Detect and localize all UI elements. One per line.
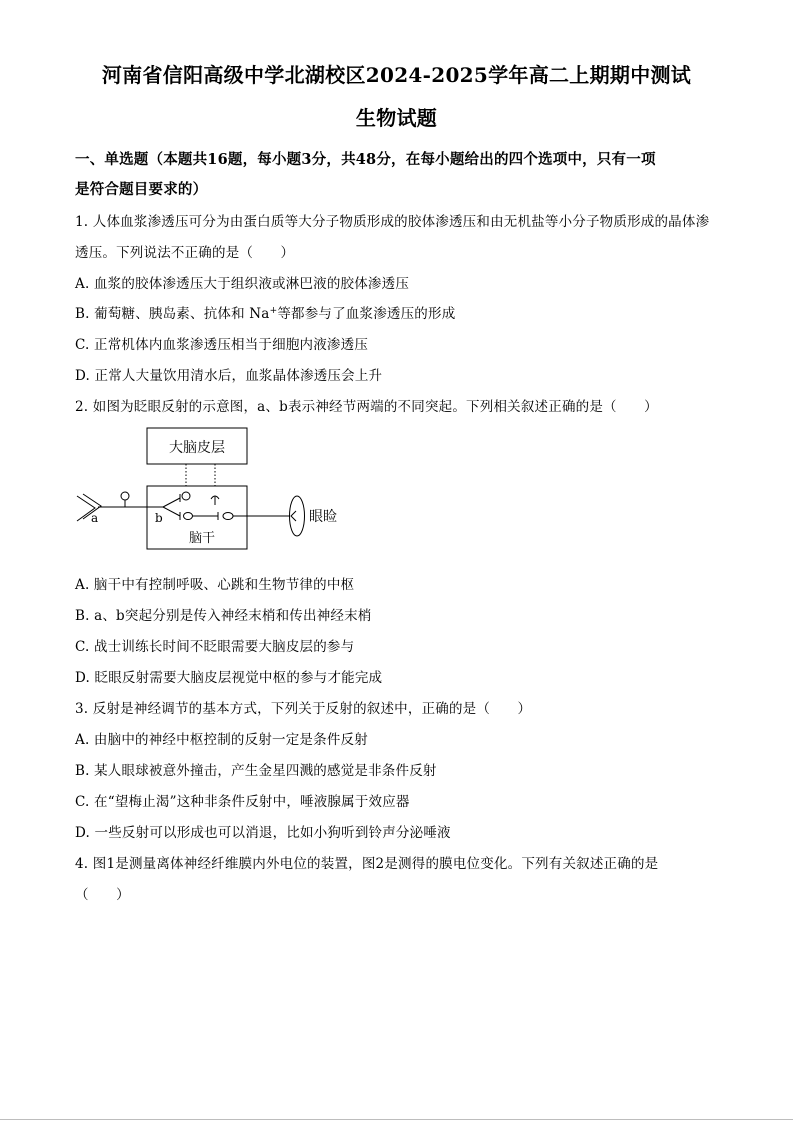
q2-option-a: A. 脑干中有控制呼吸、心跳和生物节律的中枢	[75, 577, 355, 593]
brainstem-label: 脑干	[188, 531, 216, 546]
branch-down	[163, 507, 180, 516]
q3-option-a: A. 由脑中的神经中枢控制的反射一定是条件反射	[75, 732, 368, 748]
brainstem-box	[147, 486, 247, 549]
q2-option-d: D. 眨眼反射需要大脑皮层视觉中枢的参与才能完成	[75, 670, 383, 686]
q4-stem-line1: 4. 图1是测量离体神经纤维膜内外电位的装置，图2是测得的膜电位变化。下列有关叙述正确的是	[75, 856, 659, 872]
q4-stem-line2: （ ）	[75, 887, 130, 903]
q2-option-c: C. 战士训练长时间不眨眼需要大脑皮层的参与	[75, 639, 355, 655]
exam-title-line1: 河南省信阳高级中学北湖校区2024-2025学年高二上期期中测试	[101, 63, 692, 87]
eyelid-label: 眼睑	[309, 509, 337, 525]
interneuron-body	[184, 513, 193, 520]
q3-option-b: B. 某人眼球被意外撞击，产生金星四溅的感觉是非条件反射	[75, 763, 437, 779]
q1-stem-line2: 透压。下列说法不正确的是（ ）	[75, 245, 295, 261]
interneuron-cortex-body	[182, 492, 190, 500]
q1-option-b-pre: B. 葡萄糖、胰岛素、抗体和 Na	[75, 306, 270, 322]
motor-neuron-body	[223, 513, 233, 520]
label-a: a	[91, 511, 99, 525]
q2-stem: 2. 如图为眨眼反射的示意图，a、b表示神经节两端的不同突起。下列相关叙述正确的是（ ）	[75, 399, 658, 415]
q1-option-c: C. 正常机体内血浆渗透压相当于细胞内液渗透压	[75, 337, 369, 353]
q1-stem-line1: 1. 人体血浆渗透压可分为由蛋白质等大分子物质形成的胶体渗透压和由无机盐等小分子物质形成的晶体渗	[75, 214, 710, 230]
q1-option-b-sup: +	[269, 306, 278, 316]
q3-option-c: C. 在“望梅止渴”这种非条件反射中，唾液腺属于效应器	[75, 794, 410, 810]
receptor-ending-upper	[77, 496, 95, 521]
q1-option-a: A. 血浆的胶体渗透压大于组织液或淋巴液的胶体渗透压	[75, 276, 410, 292]
section-header-line2: 是符合题目要求的）	[75, 181, 208, 198]
cortex-synapse-cap	[211, 496, 219, 499]
q3-stem: 3. 反射是神经调节的基本方式，下列关于反射的叙述中，正确的是（ ）	[75, 701, 532, 717]
q2-option-b: B. a、b突起分别是传入神经末梢和传出神经末梢	[75, 608, 372, 624]
eyelid-effector	[290, 496, 305, 536]
q1-option-d: D. 正常人大量饮用清水后，血浆晶体渗透压会上升	[75, 368, 383, 384]
page-bottom-rule	[0, 1119, 793, 1120]
q3-option-d: D. 一些反射可以形成也可以消退，比如小狗听到铃声分泌唾液	[75, 825, 451, 841]
ganglion-cell-body	[121, 492, 129, 500]
effector-ending	[291, 511, 296, 521]
section-header-line1: 一、单选题（本题共16题，每小题3分，共48分，在每小题给出的四个选项中，只有一项	[75, 151, 656, 168]
receptor-ending-lower	[83, 494, 101, 519]
cortex-box	[147, 428, 247, 464]
exam-title-line2: 生物试题	[355, 106, 438, 130]
q1-option-b-post: 等都参与了血浆渗透压的形成	[277, 306, 456, 322]
label-b: b	[155, 511, 163, 525]
cortex-label: 大脑皮层	[169, 440, 225, 456]
branch-up	[163, 498, 180, 507]
q1-option-b	[75, 305, 455, 323]
